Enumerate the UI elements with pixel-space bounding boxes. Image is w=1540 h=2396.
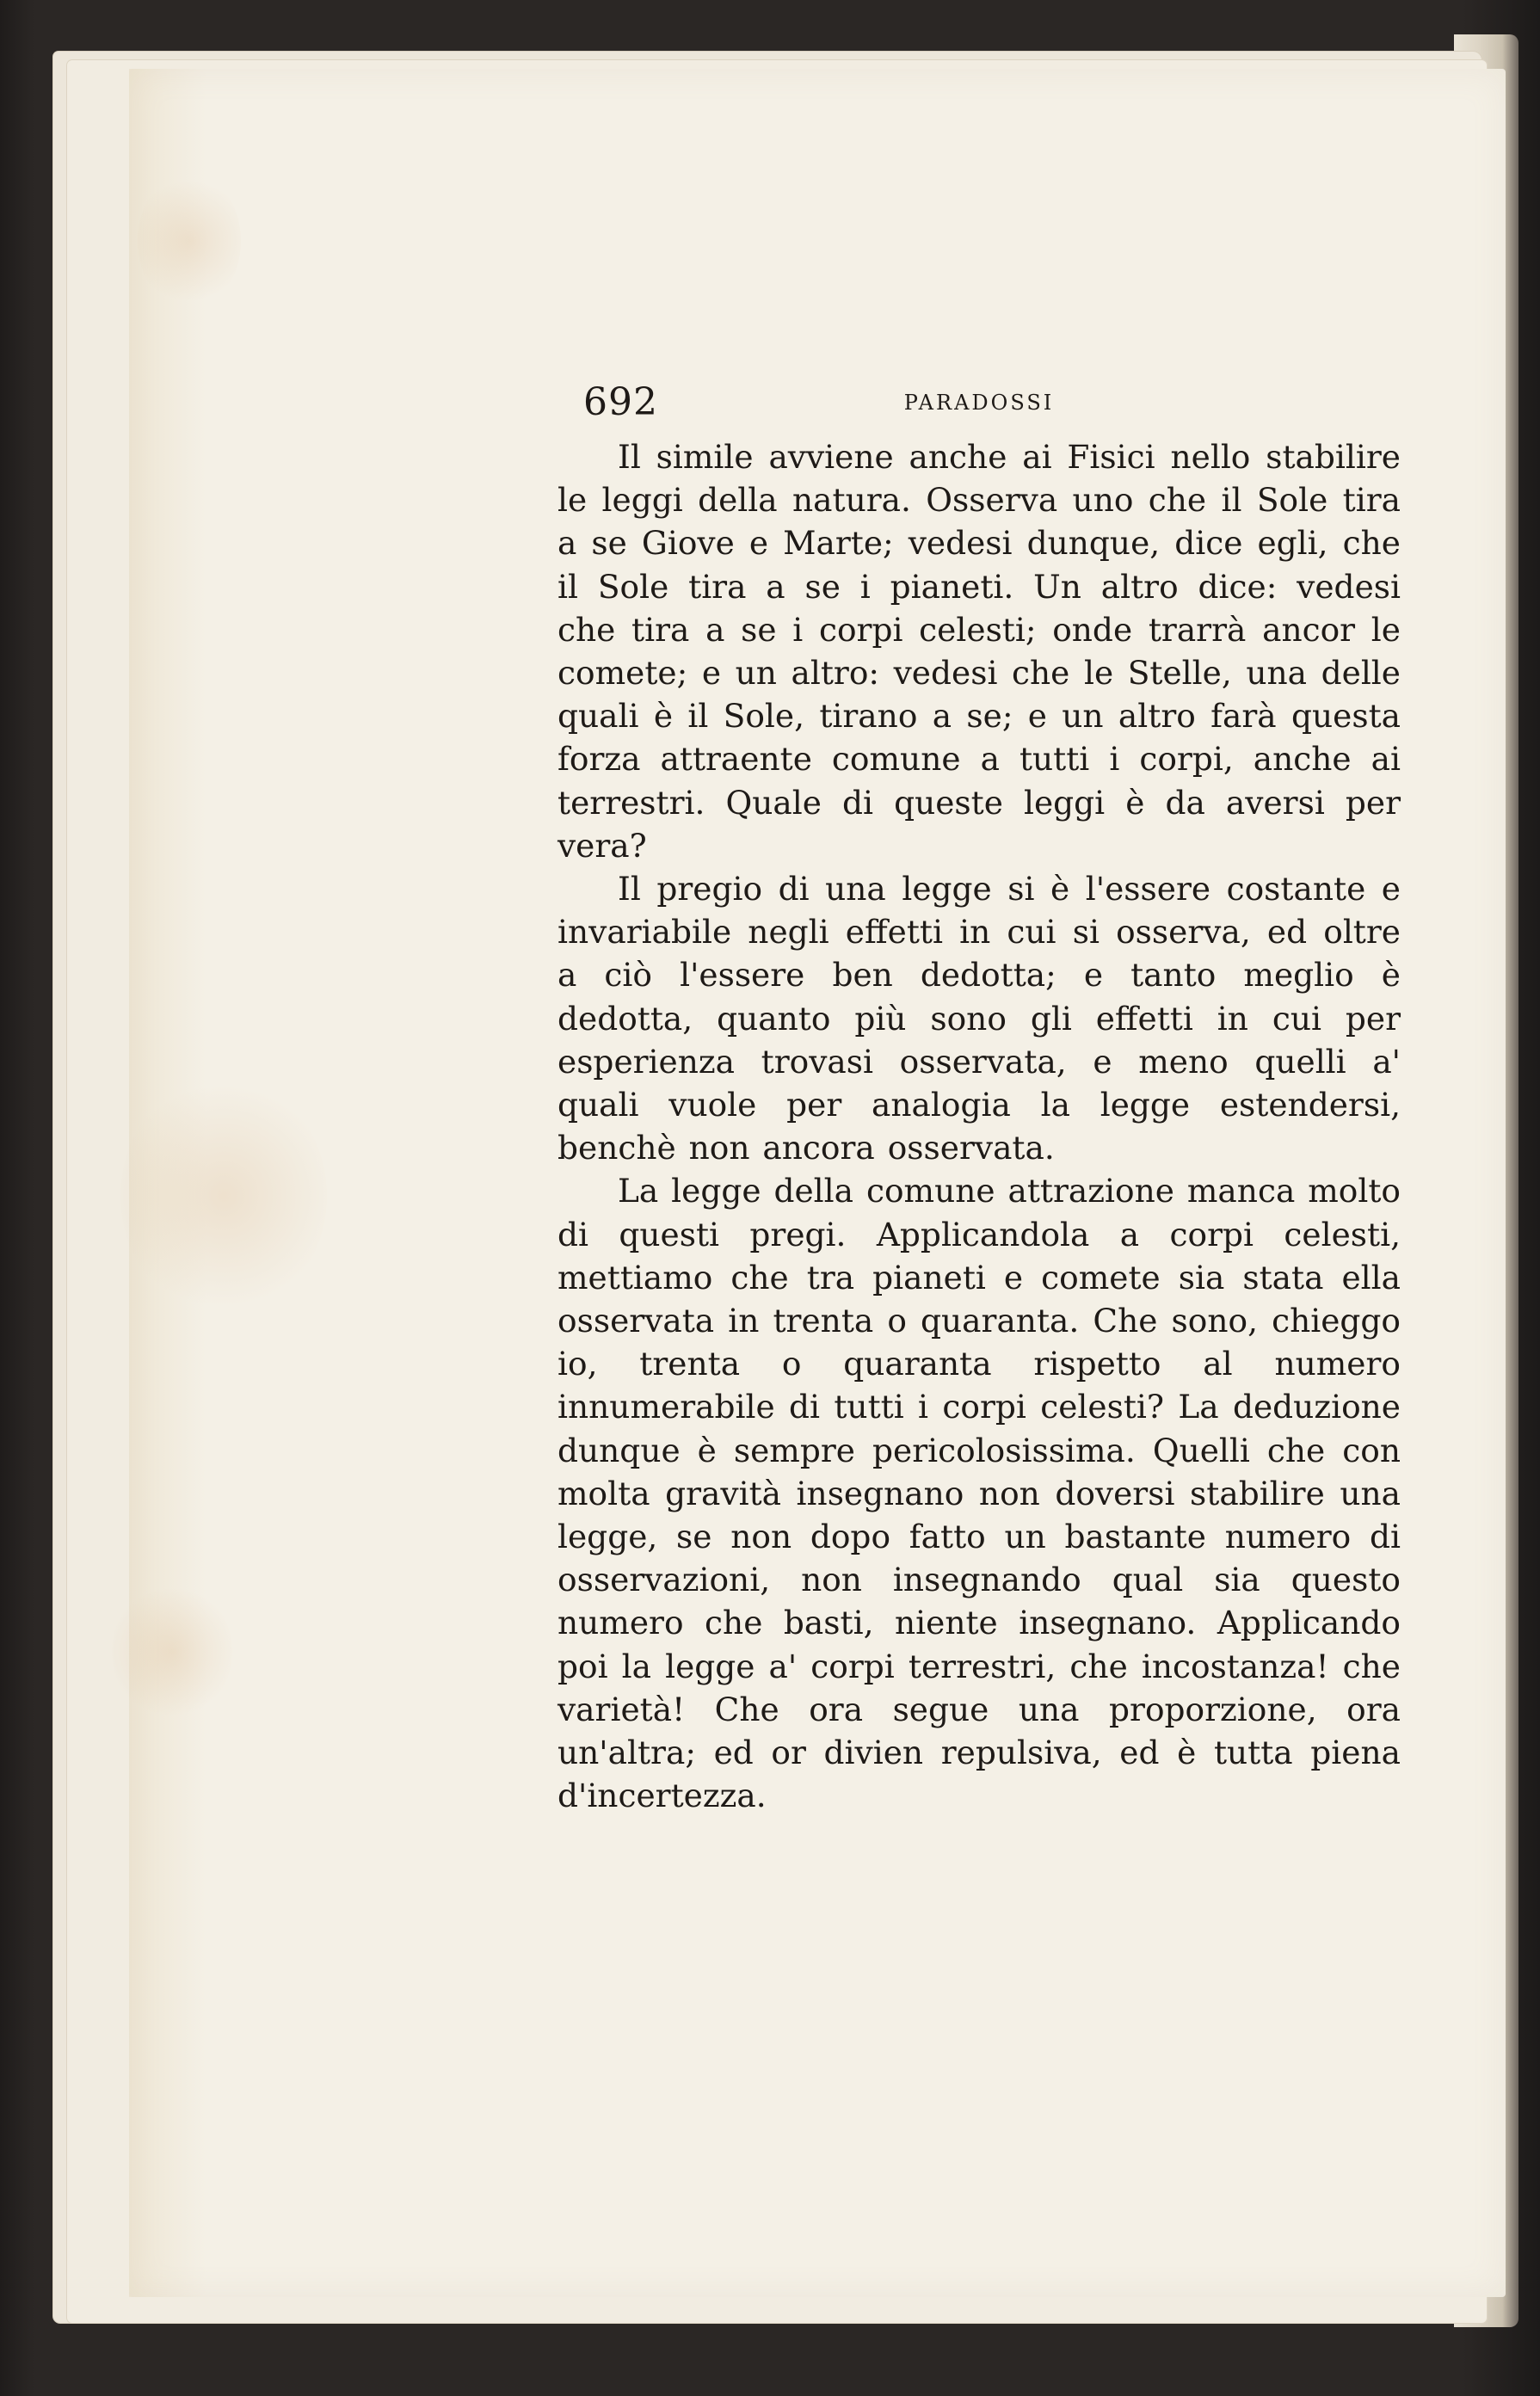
running-head bbox=[557, 379, 1401, 435]
foxing-stain bbox=[120, 1075, 327, 1316]
page-text-block bbox=[557, 379, 1401, 1818]
paragraph: Il pregio di una legge si è l'essere costante e invariabile negli effetti in cui si osserva, ed oltre a ciò l'essere ben dedotta; e tanto meglio è dedotta, quanto più sono gli effetti in cui per esperienza trovasi osservata, e meno quelli a' quali vuole per analogia la legge estendersi, benchè non ancora osservata. bbox=[557, 870, 1401, 1167]
page-number: 692 bbox=[583, 380, 658, 424]
paragraph: Il simile avviene anche ai Fisici nello stabilire le leggi della natura. Osserva uno che il Sole tira a se Giove e Marte; vedesi dunque, dice egli, che il Sole tira a se i pianeti. Un altro dice: vedesi che tira a se i corpi celesti; onde trarrà ancor le comete; e un altro: vedesi che le Stelle, una delle quali è il Sole, tirano a se; e un altro farà questa forza attraente comune a tutti i corpi, anche ai terrestri. Quale di queste leggi è da aversi per vera? bbox=[557, 438, 1401, 865]
running-head-title: PARADOSSI bbox=[903, 391, 1055, 415]
paragraph: La legge della comune attrazione manca molto di questi pregi. Applicandola a corpi celesti, mettiamo che tra pianeti e comete sia stata ella osservata in trenta o quaranta. Che sono, chieggo io, trenta o quaranta rispetto al numero innumerabile di tutti i corpi celesti? La deduzione dunque è sempre pericolosissima. Quelli che con molta gravità insegnano non doversi stabilire una legge, se non dopo fatto un bastante numero di osservazioni, non insegnando qual sia questo numero che basti, niente insegnano. Applicando poi la legge a' corpi terrestri, che incostanza! che varietà! Che ora segue una proporzione, ora un'altra; ed or divien repulsiva, ed è tutta piena d'incertezza. bbox=[557, 1172, 1401, 1815]
foxing-stain bbox=[138, 172, 241, 310]
foxing-stain bbox=[112, 1583, 232, 1721]
